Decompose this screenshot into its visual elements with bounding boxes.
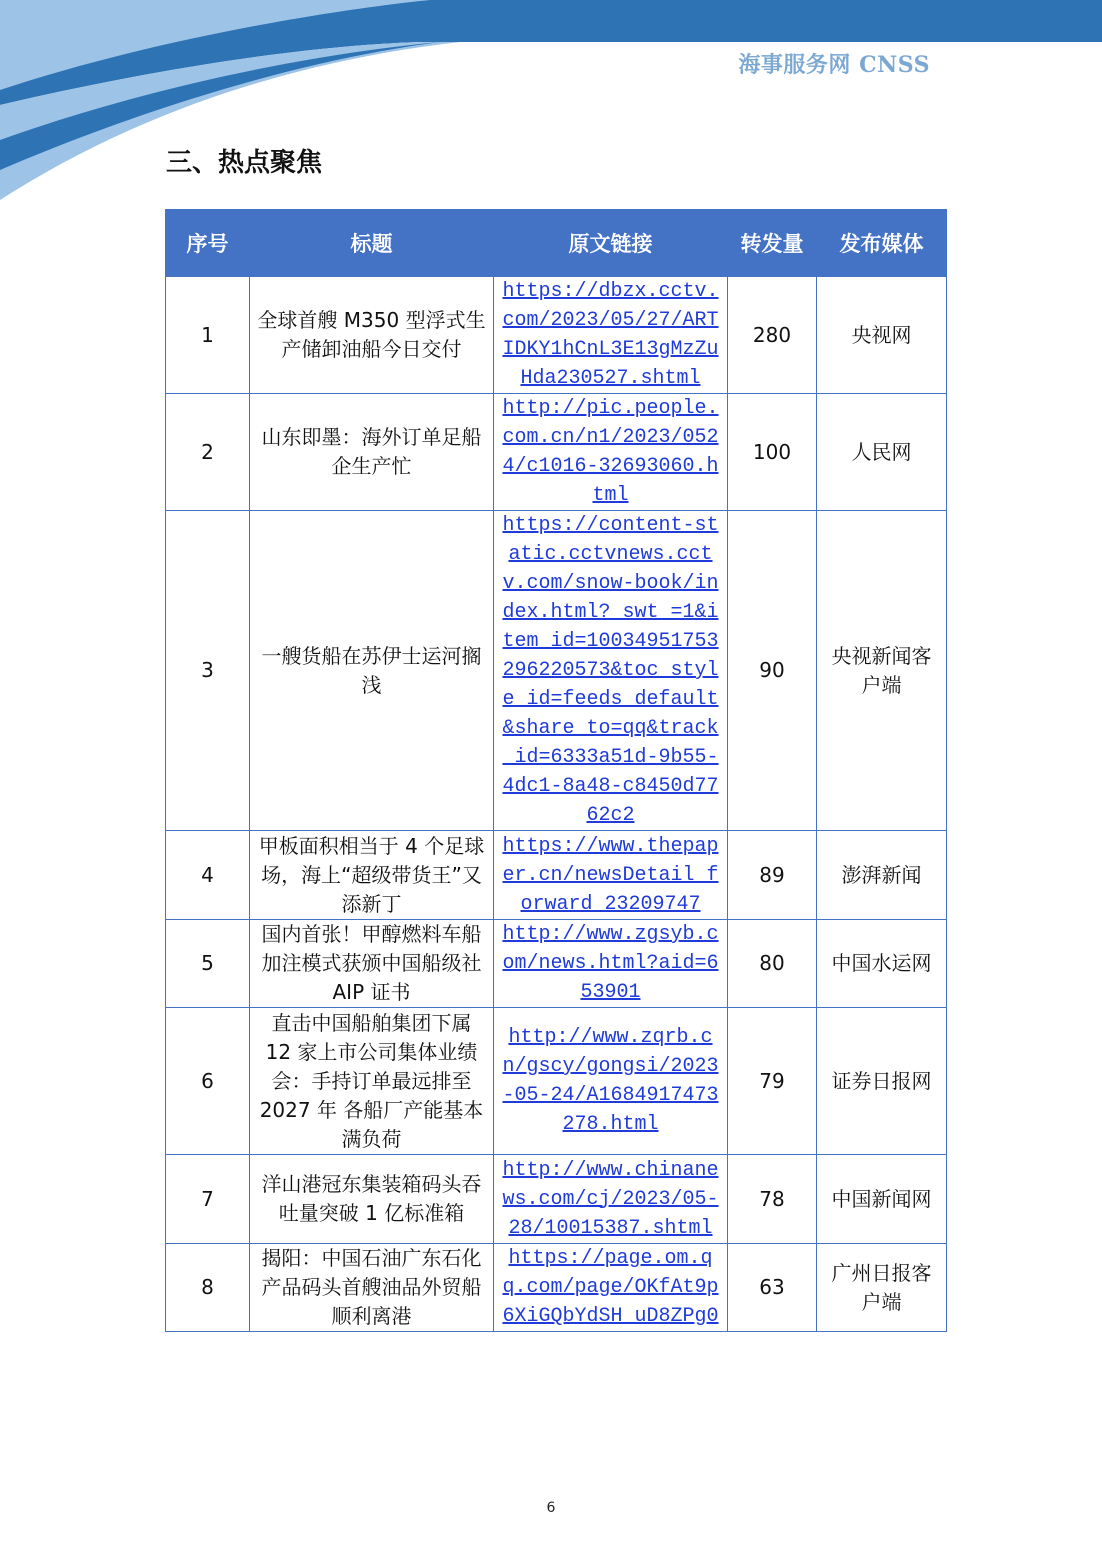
row-source-link[interactable]: http://www.zqrb.cn/gscy/gongsi/2023-05-24/A1684917473278.html bbox=[502, 1026, 719, 1136]
row-number: 1 bbox=[166, 277, 250, 394]
row-title: 一艘货船在苏伊士运河搁浅 bbox=[250, 511, 494, 831]
table-row bbox=[166, 394, 947, 511]
row-title: 揭阳：中国石油广东石化产品码头首艘油品外贸船顺利离港 bbox=[250, 1244, 494, 1332]
row-number: 5 bbox=[166, 920, 250, 1008]
row-media: 澎湃新闻 bbox=[817, 831, 947, 920]
row-reposts: 89 bbox=[728, 831, 817, 920]
row-title: 甲板面积相当于 4 个足球场，海上“超级带货王”又添新丁 bbox=[250, 831, 494, 920]
row-number: 6 bbox=[166, 1008, 250, 1155]
row-source-link[interactable]: https://dbzx.cctv.com/2023/05/27/ARTIDKY1hCnL3E13gMzZuHda230527.shtml bbox=[502, 280, 719, 390]
row-media: 央视网 bbox=[817, 277, 947, 394]
row-source-link[interactable]: http://pic.people.com.cn/n1/2023/0524/c1016-32693060.html bbox=[502, 397, 719, 507]
row-source-link[interactable]: https://content-static.cctvnews.cctv.com/snow-book/index.html?_swt_=1&item_id=10034951753296220573&toc_style_id=feeds_default&share_to=qq&track_id=6333a51d-9b55-4dc1-8a48-c8450d7762c2 bbox=[502, 514, 719, 827]
table-row bbox=[166, 277, 947, 394]
row-number: 3 bbox=[166, 511, 250, 831]
row-media: 广州日报客户端 bbox=[817, 1244, 947, 1332]
row-source-link[interactable]: https://page.om.qq.com/page/OKfAt9p6XiGQbYdSH_uD8ZPg0 bbox=[502, 1247, 719, 1328]
table-row bbox=[166, 1155, 947, 1244]
row-media: 中国新闻网 bbox=[817, 1155, 947, 1244]
row-number: 8 bbox=[166, 1244, 250, 1332]
row-source-link[interactable]: http://www.chinanews.com/cj/2023/05-28/10015387.shtml bbox=[502, 1158, 719, 1240]
row-title: 直击中国船舶集团下属 12 家上市公司集体业绩会：手持订单最远排至 2027 年 各船厂产能基本满负荷 bbox=[250, 1008, 494, 1155]
section-title: 三、热点聚焦 bbox=[166, 148, 323, 178]
column-header-number: 序号 bbox=[166, 210, 250, 277]
row-title: 全球首艘 M350 型浮式生产储卸油船今日交付 bbox=[250, 277, 494, 394]
row-media: 证券日报网 bbox=[817, 1008, 947, 1155]
column-header-media: 发布媒体 bbox=[817, 210, 947, 277]
row-reposts: 63 bbox=[728, 1244, 817, 1332]
row-media: 中国水运网 bbox=[817, 920, 947, 1008]
row-reposts: 100 bbox=[728, 394, 817, 511]
table-row bbox=[166, 1008, 947, 1155]
page-number: 6 bbox=[546, 1500, 556, 1516]
row-reposts: 78 bbox=[728, 1155, 817, 1244]
row-reposts: 80 bbox=[728, 920, 817, 1008]
column-header-reposts: 转发量 bbox=[728, 210, 817, 277]
table-row bbox=[166, 511, 947, 831]
row-media: 人民网 bbox=[817, 394, 947, 511]
header-wave-decoration bbox=[0, 0, 1102, 220]
row-title: 山东即墨：海外订单足船企生产忙 bbox=[250, 394, 494, 511]
row-reposts: 280 bbox=[728, 277, 817, 394]
row-source-link[interactable]: https://www.thepaper.cn/newsDetail_forward_23209747 bbox=[502, 834, 719, 916]
column-header-title: 标题 bbox=[250, 210, 494, 277]
brand-logo-text: 海事服务网 CNSS bbox=[738, 52, 930, 78]
row-title: 国内首张！甲醇燃料车船加注模式获颁中国船级社 AIP 证书 bbox=[250, 920, 494, 1008]
row-number: 4 bbox=[166, 831, 250, 920]
table-row bbox=[166, 1244, 947, 1332]
table-row bbox=[166, 831, 947, 920]
row-reposts: 90 bbox=[728, 511, 817, 831]
table-header-row bbox=[166, 210, 947, 277]
row-number: 7 bbox=[166, 1155, 250, 1244]
row-media: 央视新闻客户端 bbox=[817, 511, 947, 831]
table-row bbox=[166, 920, 947, 1008]
row-title: 洋山港冠东集装箱码头吞吐量突破 1 亿标准箱 bbox=[250, 1155, 494, 1244]
hot-topics-table bbox=[165, 209, 947, 1332]
row-source-link[interactable]: http://www.zgsyb.com/news.html?aid=653901 bbox=[502, 923, 719, 1004]
row-number: 2 bbox=[166, 394, 250, 511]
row-reposts: 79 bbox=[728, 1008, 817, 1155]
column-header-link: 原文链接 bbox=[494, 210, 728, 277]
